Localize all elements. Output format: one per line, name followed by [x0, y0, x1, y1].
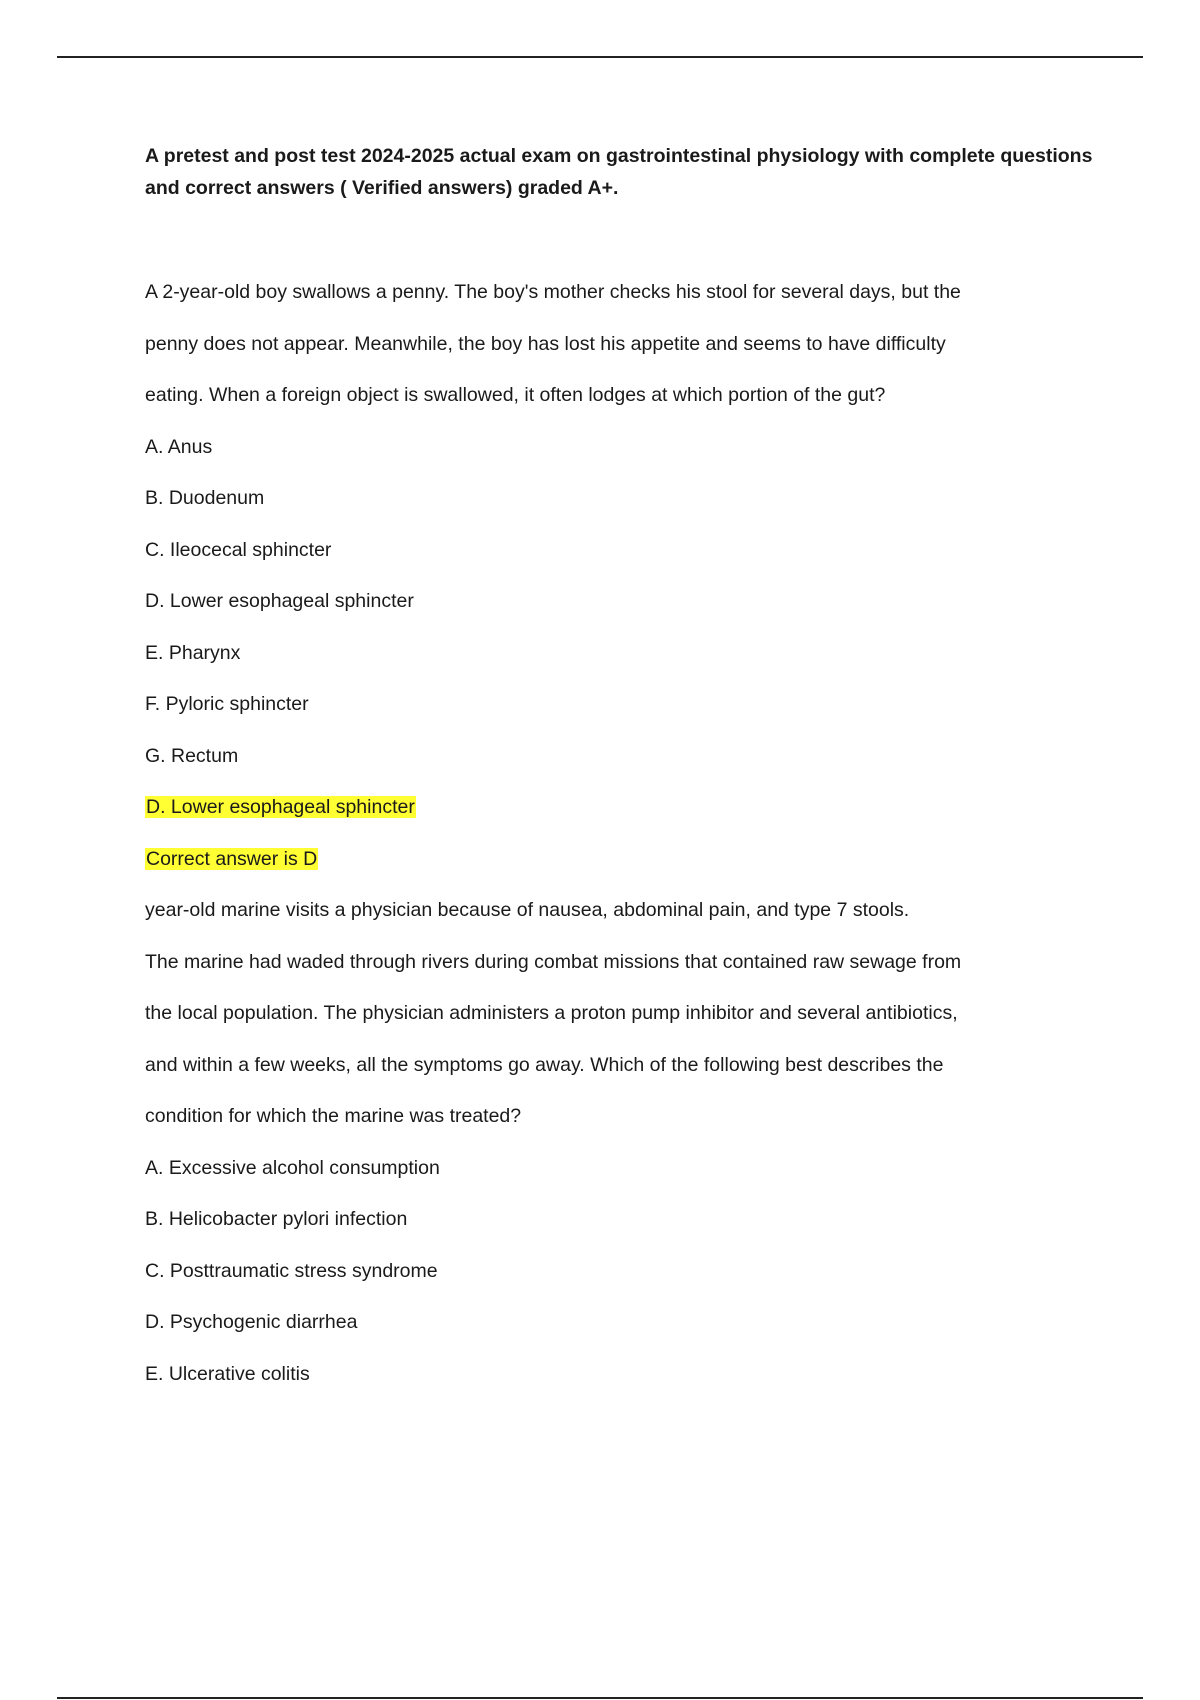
question-2-stem-line-4: and within a few weeks, all the symptoms go away. Which of the following best describes the [145, 1053, 944, 1076]
question-2 [145, 885, 1105, 1400]
question-2-option-e: E. Ulcerative colitis [145, 1362, 310, 1385]
question-1-option-a: A. Anus [145, 435, 213, 458]
question-1-option-c: C. Ileocecal sphincter [145, 538, 332, 561]
question-1-correct-label [145, 834, 1105, 886]
correct-answer-highlight: Correct answer is D [146, 847, 318, 870]
question-2-option-a: A. Excessive alcohol consumption [145, 1156, 440, 1179]
question-1-option-d: D. Lower esophageal sphincter [145, 590, 414, 612]
question-1-stem-line-3: eating. When a foreign object is swallowed, it often lodges at which portion of the gut? [145, 384, 886, 406]
header-rule [57, 56, 1143, 58]
question-2-stem-line-5: condition for which the marine was treated? [145, 1105, 522, 1127]
question-1-stem-line-1: A 2-year-old boy swallows a penny. The boy's mother checks his stool for several days, but the [145, 281, 961, 303]
question-2-option-c: C. Posttraumatic stress syndrome [145, 1259, 438, 1282]
question-2-stem-line-1: year-old marine visits a physician because of nausea, abdominal pain, and type 7 stools. [145, 899, 910, 921]
footer-rule [57, 1697, 1143, 1699]
question-1-option-b: B. Duodenum [145, 487, 265, 509]
question-1 [145, 267, 1105, 885]
question-2-stem-line-3: the local population. The physician administers a proton pump inhibitor and several antibiotics, [145, 1002, 958, 1024]
question-1-option-e: E. Pharynx [145, 641, 241, 664]
answer-highlight: D. Lower esophageal sphincter [146, 796, 415, 818]
question-2-option-b: B. Helicobacter pylori infection [145, 1208, 408, 1230]
document-title: A pretest and post test 2024-2025 actual exam on gastrointestinal physiology with complete questions and correct answers ( Verified answers) graded A+. [145, 145, 1093, 199]
question-1-option-g: G. Rectum [145, 744, 239, 767]
question-2-option-d: D. Psychogenic diarrhea [145, 1311, 358, 1333]
question-2-stem-line-2: The marine had waded through rivers during combat missions that contained raw sewage from [145, 950, 962, 973]
question-1-answer [145, 782, 1105, 834]
document-body [145, 140, 1105, 1400]
question-1-stem-line-2: penny does not appear. Meanwhile, the boy has lost his appetite and seems to have difficulty [145, 332, 946, 355]
question-1-option-f: F. Pyloric sphincter [145, 693, 309, 715]
